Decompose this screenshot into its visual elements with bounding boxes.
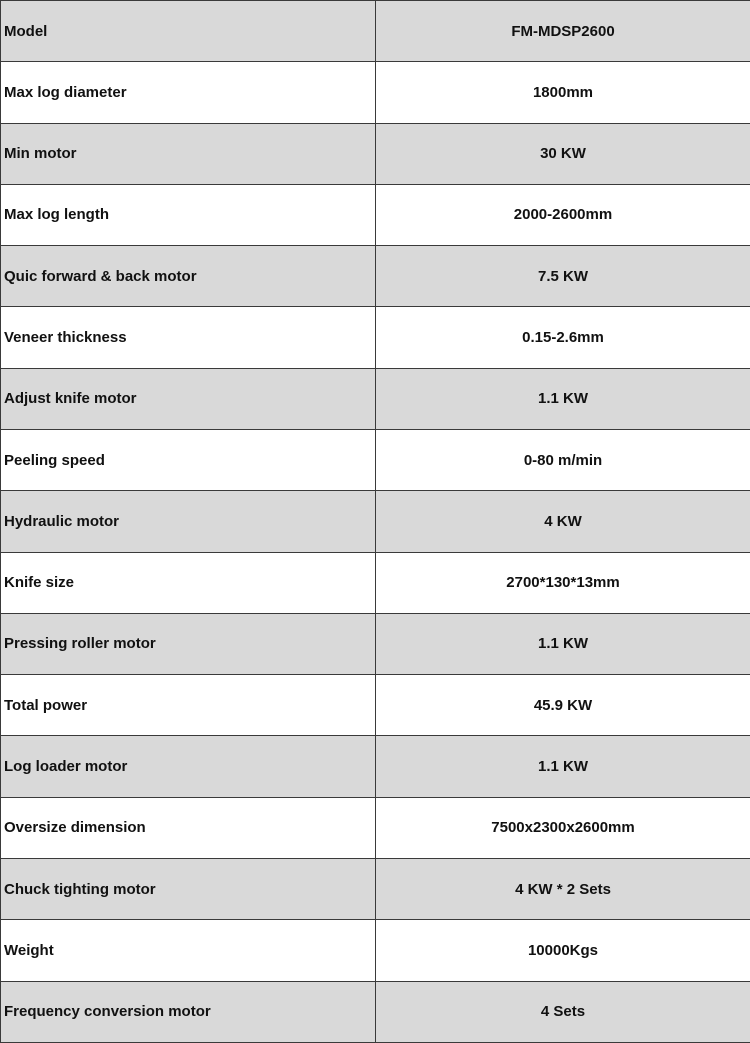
spec-label-cell: Quic forward & back motor (1, 246, 376, 307)
spec-label-cell: Pressing roller motor (1, 613, 376, 674)
spec-value-cell: 30 KW (376, 123, 750, 184)
spec-value-cell: 7500x2300x2600mm (376, 797, 750, 858)
spec-value-cell: 45.9 KW (376, 675, 750, 736)
table-row (1, 123, 750, 184)
spec-label-cell: Frequency conversion motor (1, 981, 376, 1043)
spec-label-cell: Peeling speed (1, 429, 376, 490)
spec-value-cell: 0.15-2.6mm (376, 307, 750, 368)
table-row (1, 797, 750, 858)
spec-label-cell: Chuck tighting motor (1, 858, 376, 919)
spec-value-cell: 0-80 m/min (376, 429, 750, 490)
table-row (1, 675, 750, 736)
spec-label-cell: Hydraulic motor (1, 491, 376, 552)
table-row (1, 736, 750, 797)
table-row (1, 981, 750, 1043)
table-row (1, 429, 750, 490)
spec-value-cell: 1.1 KW (376, 368, 750, 429)
table-row (1, 1, 750, 62)
spec-label-cell: Weight (1, 920, 376, 981)
spec-value-cell: 10000Kgs (376, 920, 750, 981)
spec-value-cell: 1.1 KW (376, 736, 750, 797)
spec-label-cell: Model (1, 1, 376, 62)
spec-label-cell: Max log length (1, 184, 376, 245)
spec-label-cell: Total power (1, 675, 376, 736)
spec-label-cell: Max log diameter (1, 62, 376, 123)
spec-label-cell: Min motor (1, 123, 376, 184)
table-row (1, 552, 750, 613)
spec-value-cell: 4 Sets (376, 981, 750, 1043)
spec-value-cell: 4 KW * 2 Sets (376, 858, 750, 919)
spec-value-cell: 4 KW (376, 491, 750, 552)
table-row (1, 920, 750, 981)
table-row (1, 368, 750, 429)
spec-label-cell: Adjust knife motor (1, 368, 376, 429)
spec-label-cell: Oversize dimension (1, 797, 376, 858)
spec-value-cell: 1.1 KW (376, 613, 750, 674)
spec-value-cell: 7.5 KW (376, 246, 750, 307)
table-row (1, 307, 750, 368)
table-row (1, 246, 750, 307)
table-row (1, 491, 750, 552)
spec-label-cell: Veneer thickness (1, 307, 376, 368)
table-row (1, 613, 750, 674)
spec-label-cell: Knife size (1, 552, 376, 613)
table-row (1, 858, 750, 919)
spec-value-cell: 1800mm (376, 62, 750, 123)
spec-label-cell: Log loader motor (1, 736, 376, 797)
spec-table-body (1, 1, 750, 1043)
spec-value-cell: 2000-2600mm (376, 184, 750, 245)
spec-value-cell: FM-MDSP2600 (376, 1, 750, 62)
spec-value-cell: 2700*130*13mm (376, 552, 750, 613)
table-row (1, 62, 750, 123)
table-row (1, 184, 750, 245)
